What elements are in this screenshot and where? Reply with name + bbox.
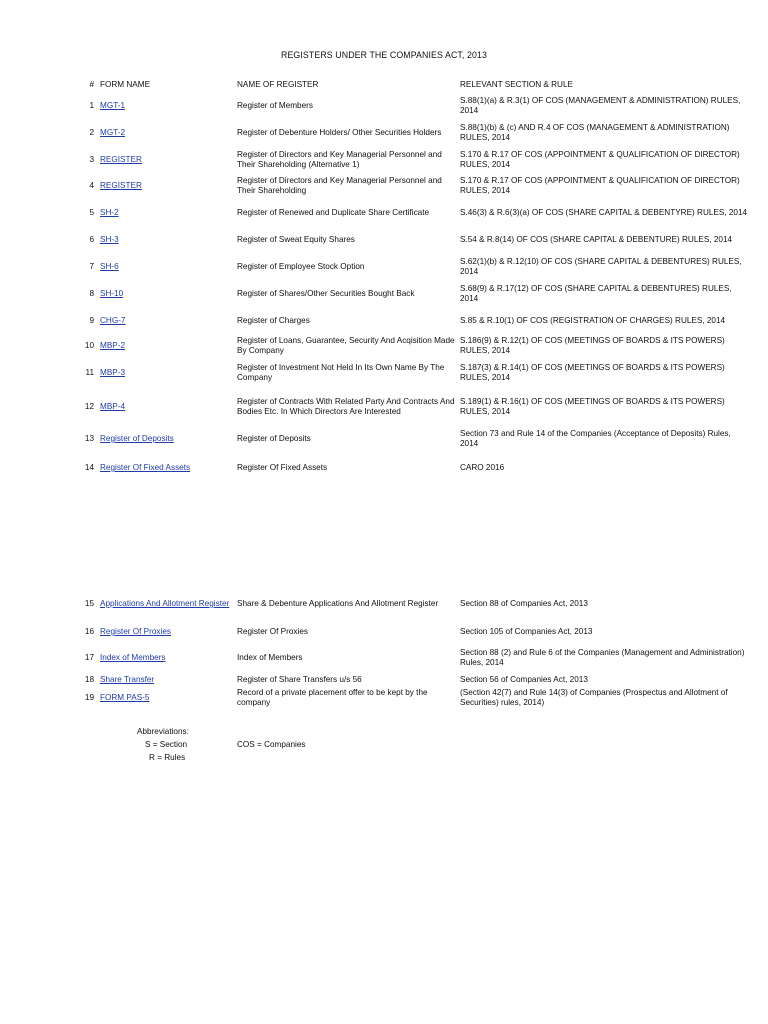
row-number: 8 (89, 289, 94, 298)
table-row (0, 336, 768, 356)
header-num: # (89, 80, 94, 89)
relevant-section: S.62(1)(b) & R.12(10) OF COS (SHARE CAPITAL & DEBENTURES) RULES, 2014 (460, 257, 742, 276)
register-name: Register of Debenture Holders/ Other Securities Holders (237, 128, 442, 137)
row-number: 13 (84, 434, 94, 443)
table-row (0, 625, 768, 639)
register-name: Register of Loans, Guarantee, Security And Acqisition Made By Company (237, 336, 455, 355)
abbreviation-section: S = Section (145, 740, 188, 749)
form-link[interactable]: Index of Members (100, 653, 166, 662)
register-name: Register of Sweat Equity Shares (237, 235, 355, 244)
relevant-section: S.88(1)(b) & (c) AND R.4 OF COS (MANAGEMENT & ADMINISTRATION) RULES, 2014 (460, 123, 730, 142)
relevant-section: S.170 & R.17 OF COS (APPOINTMENT & QUALIFICATION OF DIRECTOR) RULES, 2014 (460, 150, 740, 169)
relevant-section: Section 73 and Rule 14 of the Companies (Acceptance of Deposits) Rules, 2014 (460, 429, 731, 448)
form-link[interactable]: Register Of Proxies (100, 627, 171, 636)
table-row (0, 150, 768, 170)
form-link[interactable]: SH-10 (100, 289, 124, 298)
relevant-section: S.85 & R.10(1) OF COS (REGISTRATION OF CHARGES) RULES, 2014 (460, 316, 726, 325)
table-row (0, 230, 768, 250)
register-name: Record of a private placement offer to be kept by the company (237, 688, 428, 707)
row-number: 1 (89, 101, 94, 110)
row-number: 16 (84, 627, 94, 636)
row-number: 10 (84, 341, 94, 350)
table-row (0, 461, 768, 475)
relevant-section: Section 88 (2) and Rule 6 of the Companies (Management and Administration) Rules, 2014 (460, 648, 745, 667)
register-name: Register of Directors and Key Managerial Personnel and Their Shareholding (237, 176, 442, 195)
register-name: Index of Members (237, 653, 303, 662)
row-number: 18 (84, 675, 94, 684)
register-name: Register of Share Transfers u/s 56 (237, 675, 362, 684)
form-link[interactable]: CHG-7 (100, 316, 126, 325)
table-row (0, 123, 768, 143)
row-number: 6 (89, 235, 94, 244)
row-number: 19 (84, 693, 94, 702)
register-name: Share & Debenture Applications And Allotment Register (237, 599, 439, 608)
form-link[interactable]: FORM PAS-5 (100, 693, 150, 702)
relevant-section: (Section 42(7) and Rule 14(3) of Companies (Prospectus and Allotment of Securities) rules, 2014) (460, 688, 728, 707)
form-link[interactable]: SH-6 (100, 262, 119, 271)
table-row (0, 688, 768, 708)
row-number: 17 (84, 653, 94, 662)
row-number: 14 (84, 463, 94, 472)
table-row (0, 673, 768, 687)
relevant-section: S.186(9) & R.12(1) OF COS (MEETINGS OF BOARDS & ITS POWERS) RULES, 2014 (460, 336, 725, 355)
form-link[interactable]: MBP-2 (100, 341, 126, 350)
table-row (0, 648, 768, 668)
relevant-section: S.54 & R.8(14) OF COS (SHARE CAPITAL & DEBENTURE) RULES, 2014 (460, 235, 733, 244)
table-row (0, 96, 768, 116)
form-link[interactable]: Share Transfer (100, 675, 155, 684)
abbreviations-heading: Abbreviations: (137, 727, 189, 736)
header-register-name: NAME OF REGISTER (237, 80, 319, 89)
row-number: 11 (85, 368, 94, 377)
table-row (0, 594, 768, 614)
table-row (0, 176, 768, 196)
abbreviation-rules: R = Rules (149, 753, 186, 762)
row-number: 5 (89, 208, 94, 217)
form-link[interactable]: Applications And Allotment Register (100, 599, 230, 608)
header-relevant-section: RELEVANT SECTION & RULE (460, 80, 573, 89)
form-link[interactable]: SH-2 (100, 208, 119, 217)
form-link[interactable]: MBP-4 (100, 402, 126, 411)
register-name: Register of Directors and Key Managerial Personnel and Their Shareholding (Alternative 1) (237, 150, 442, 169)
relevant-section: Section 56 of Companies Act, 2013 (460, 675, 588, 684)
form-link[interactable]: SH-3 (100, 235, 119, 244)
register-name: Register Of Fixed Assets (237, 463, 328, 472)
relevant-section: S.88(1)(a) & R.3(1) OF COS (MANAGEMENT & ADMINISTRATION) RULES, 2014 (460, 96, 741, 115)
table-row (0, 257, 768, 277)
form-link[interactable]: REGISTER (100, 155, 142, 164)
table-header (0, 80, 768, 92)
register-name: Register of Investment Not Held In Its Own Name By The Company (237, 363, 445, 382)
row-number: 15 (84, 599, 94, 608)
relevant-section: Section 105 of Companies Act, 2013 (460, 627, 593, 636)
register-name: Register Of Proxies (237, 627, 308, 636)
table-row (0, 363, 768, 383)
relevant-section: S.170 & R.17 OF COS (APPOINTMENT & QUALIFICATION OF DIRECTOR) RULES, 2014 (460, 176, 740, 195)
form-link[interactable]: MGT-1 (100, 101, 126, 110)
table-row (0, 203, 768, 223)
abbreviation-companies: COS = Companies (237, 740, 306, 749)
relevant-section: CARO 2016 (460, 463, 505, 472)
form-link[interactable]: Register Of Fixed Assets (100, 463, 191, 472)
register-name: Register of Deposits (237, 434, 311, 443)
relevant-section: Section 88 of Companies Act, 2013 (460, 599, 588, 608)
register-name: Register of Renewed and Duplicate Share Certificate (237, 208, 430, 217)
table-row (0, 311, 768, 331)
row-number: 7 (89, 262, 94, 271)
table-row (0, 391, 768, 423)
row-number: 2 (89, 128, 94, 137)
register-name: Register of Members (237, 101, 313, 110)
table-row (0, 429, 768, 449)
document-title: REGISTERS UNDER THE COMPANIES ACT, 2013 (281, 50, 487, 60)
relevant-section: S.46(3) & R.6(3)(a) OF COS (SHARE CAPITAL & DEBENTYRE) RULES, 2014 (460, 208, 748, 217)
relevant-section: S.68(9) & R.17(12) OF COS (SHARE CAPITAL & DEBENTURES) RULES, 2014 (460, 284, 732, 303)
relevant-section: S.189(1) & R.16(1) OF COS (MEETINGS OF BOARDS & ITS POWERS) RULES, 2014 (460, 397, 725, 416)
form-link[interactable]: MGT-2 (100, 128, 126, 137)
table-row (0, 284, 768, 304)
form-link[interactable]: MBP-3 (100, 368, 126, 377)
relevant-section: S.187(3) & R.14(1) OF COS (MEETINGS OF BOARDS & ITS POWERS) RULES, 2014 (460, 363, 725, 382)
register-name: Register of Contracts With Related Party And Contracts And Bodies Etc. In Which Directors Are Interested (237, 397, 455, 416)
row-number: 9 (89, 316, 94, 325)
form-link[interactable]: REGISTER (100, 181, 142, 190)
row-number: 12 (84, 402, 94, 411)
form-link[interactable]: Register of Deposits (100, 434, 174, 443)
register-name: Register of Shares/Other Securities Bought Back (237, 289, 415, 298)
register-name: Register of Employee Stock Option (237, 262, 365, 271)
register-name: Register of Charges (237, 316, 310, 325)
header-form-name: FORM NAME (100, 80, 151, 89)
row-number: 3 (89, 155, 94, 164)
row-number: 4 (89, 181, 94, 190)
